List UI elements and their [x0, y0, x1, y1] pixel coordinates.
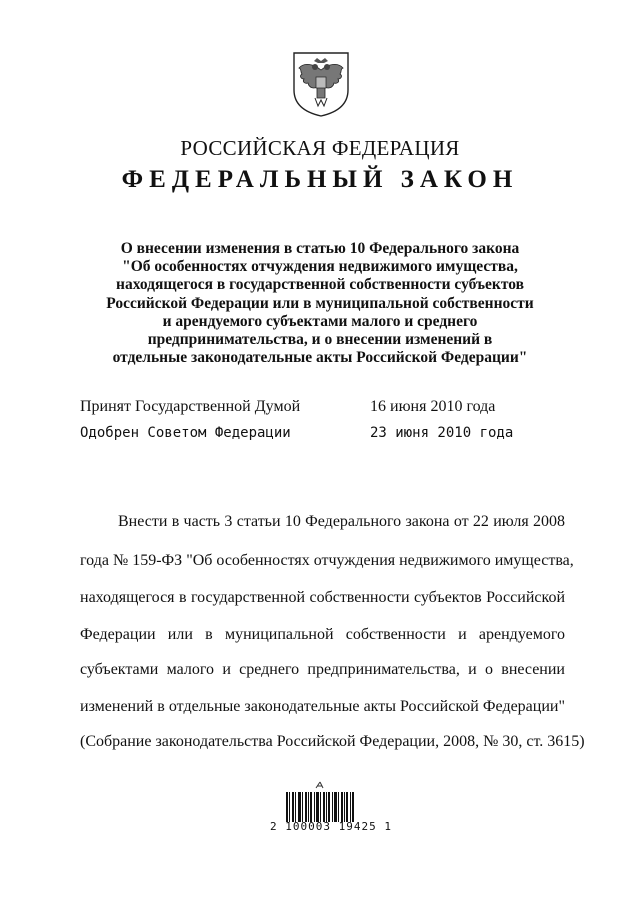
- adoption-date: 16 июня 2010 года: [370, 398, 496, 415]
- adoption-body: Одобрен Советом Федерации: [80, 425, 291, 441]
- body-line: субъектами малого и среднего предпринимательства, и о внесении: [80, 661, 565, 678]
- barcode-number: 2 100003 19425 1: [270, 820, 392, 833]
- adoption-date: 23 июня 2010 года: [370, 425, 514, 441]
- document-type-heading: ФЕДЕРАЛЬНЫЙ ЗАКОН: [121, 166, 519, 193]
- body-line: изменений в отдельные законодательные акты Российской Федерации": [80, 698, 565, 715]
- law-title-line: и арендуемого субъектами малого и среднего: [162, 312, 478, 330]
- adoption-body: Принят Государственной Думой: [80, 398, 301, 415]
- body-line: (Собрание законодательства Российской Федерации, 2008, № 30, ст. 3615): [80, 733, 585, 750]
- law-title-line: О внесении изменения в статью 10 Федерального закона: [120, 240, 520, 257]
- body-line: Внести в часть 3 статьи 10 Федерального закона от 22 июля 2008: [118, 513, 565, 530]
- law-title-line: предпринимательства, и о внесении изменений в: [147, 331, 493, 349]
- law-title: [90, 240, 550, 367]
- russian-coat-of-arms-emblem: [290, 50, 352, 118]
- law-title-line: "Об особенностях отчуждения недвижимого имущества,: [122, 258, 518, 276]
- body-line: года № 159-ФЗ "Об особенностях отчуждения недвижимого имущества,: [80, 552, 574, 569]
- country-heading: РОССИЙСКАЯ ФЕДЕРАЦИЯ: [180, 136, 460, 160]
- law-title-line: Российской Федерации или в муниципальной собственности: [106, 294, 534, 312]
- law-title-line: отдельные законодательные акты Российской Федерации": [112, 349, 528, 367]
- body-line: находящегося в государственной собственности субъектов Российской: [80, 589, 565, 606]
- body-line: Федерации или в муниципальной собственности и арендуемого: [80, 626, 565, 643]
- law-title-line: находящегося в государственной собственности субъектов: [116, 276, 524, 294]
